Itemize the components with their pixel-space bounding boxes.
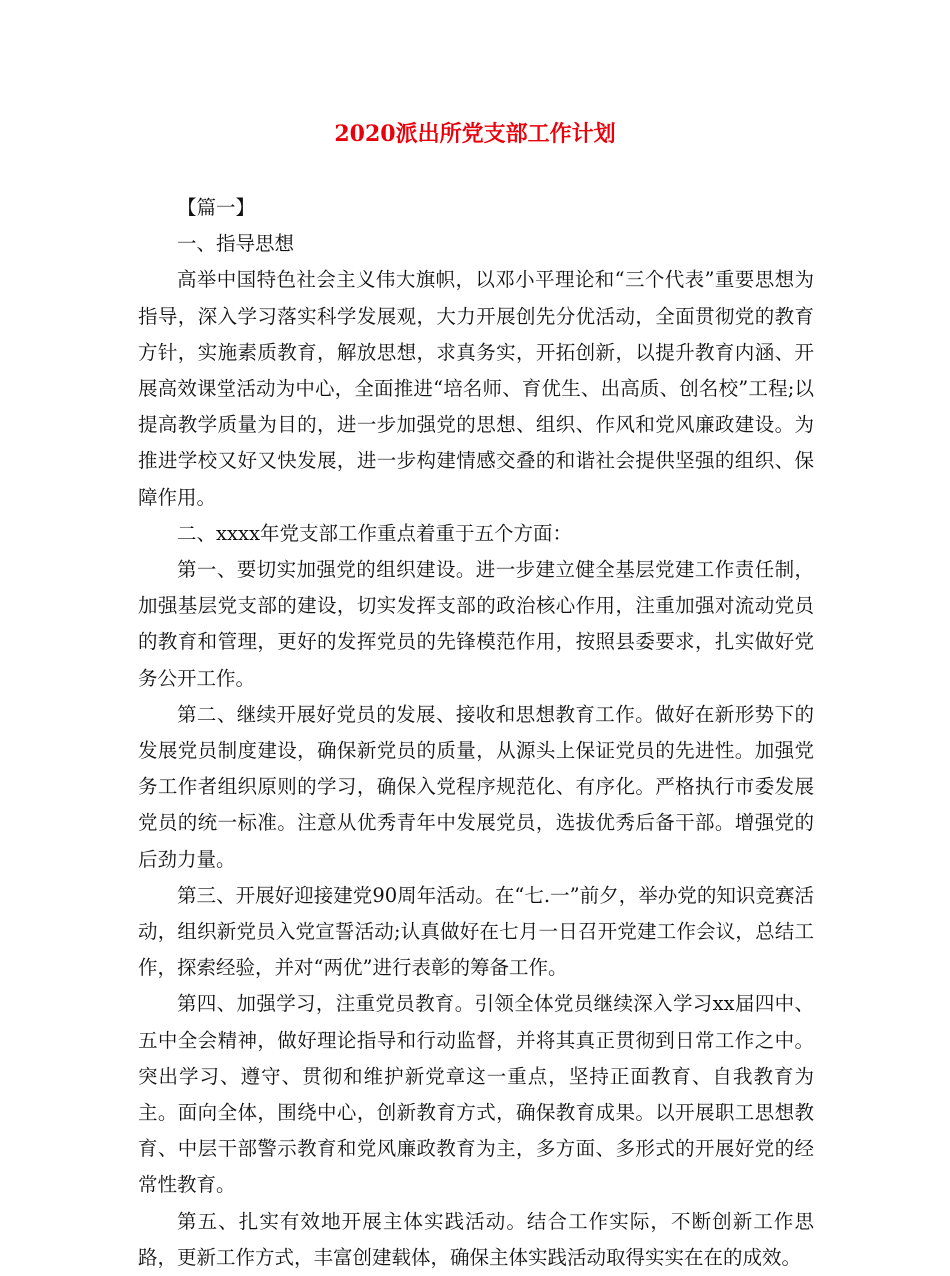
heading-guiding-ideology: 一、指导思想 bbox=[177, 232, 295, 256]
heading-work-focus: 二、xxxx年党支部工作重点着重于五个方面： bbox=[177, 521, 572, 545]
paragraph-third: 第三、开展好迎接建党90周年活动。在“七.一”前夕，举办党的知识竞赛活动，组织新党员入党宣誓活动;认真做好在七月一日召开党建工作会议，总结工作，探索经验，并对“两优”进行表彰的筹备工作。 bbox=[138, 883, 814, 980]
document-body bbox=[138, 190, 814, 1276]
document-title: 2020派出所党支部工作计划 bbox=[334, 121, 616, 147]
paragraph-fifth: 第五、扎实有效地开展主体实践活动。结合工作实际，不断创新工作思路，更新工作方式，丰富创建载体，确保主体实践活动取得实实在在的成效。 bbox=[138, 1209, 814, 1269]
paragraph-second: 第二、继续开展好党员的发展、接收和思想教育工作。做好在新形势下的发展党员制度建设，确保新党员的质量，从源头上保证党员的先进性。加强党务工作者组织原则的学习，确保入党程序规范化、有序化。严格执行市委发展党员的统一标准。注意从优秀青年中发展党员，选拔优秀后备干部。增强党的后劲力量。 bbox=[138, 702, 814, 871]
section-marker: 【篇一】 bbox=[177, 196, 256, 219]
paragraph-first: 第一、要切实加强党的组织建设。进一步建立健全基层党建工作责任制，加强基层党支部的建设，切实发挥支部的政治核心作用，注重加强对流动党员的教育和管理，更好的发挥党员的先锋模范作用，按照县委要求，扎实做好党务公开工作。 bbox=[138, 558, 814, 690]
paragraph-fourth: 第四、加强学习，注重党员教育。引领全体党员继续深入学习xx届四中、五中全会精神，做好理论指导和行动监督，并将其真正贯彻到日常工作之中。突出学习、遵守、贯彻和维护新党章这一重点，坚持正面教育、自我教育为主。面向全体，围绕中心，创新教育方式，确保教育成果。以开展职工思想教育、中层干部警示教育和党风廉政教育为主，多方面、多形式的开展好党的经常性教育。 bbox=[138, 992, 814, 1197]
paragraph-guiding-ideology: 高举中国特色社会主义伟大旗帜，以邓小平理论和“三个代表”重要思想为指导，深入学习落实科学发展观，大力开展创先分优活动，全面贯彻党的教育方针，实施素质教育，解放思想，求真务实，开拓创新，以提升教育内涵、开展高效课堂活动为中心，全面推进“培名师、育优生、出高质、创名校”工程;以提高教学质量为目的，进一步加强党的思想、组织、作风和党风廉政建设。为推进学校又好又快发展，进一步构建情感交叠的和谐社会提供坚强的组织、保障作用。 bbox=[138, 268, 814, 509]
